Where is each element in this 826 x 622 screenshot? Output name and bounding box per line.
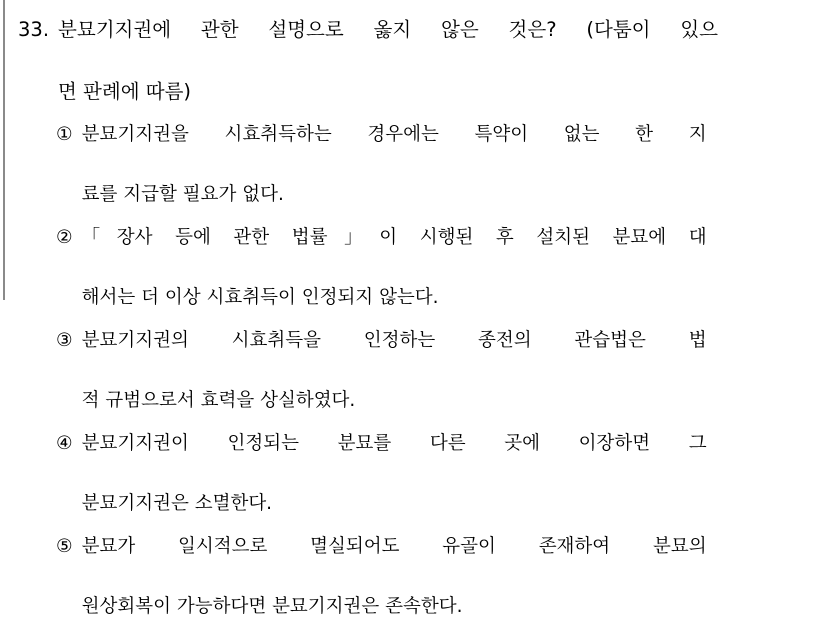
choice-4-line-1: 분묘기지권이 인정되는 분묘를 다른 곳에 이장하면 그 (81, 433, 707, 454)
question-text (58, 14, 718, 107)
question-line-2: 면 판례에 따름) (58, 80, 192, 103)
choice-5-line-2: 원상회복이 가능하다면 분묘기지권은 존속한다. (81, 596, 463, 617)
choice-2-line-2: 해서는 더 이상 시효취득이 인정되지 않는다. (81, 287, 439, 308)
question-block (18, 14, 808, 107)
choice-text-5 (82, 532, 707, 622)
choice-marker-4: ④ (56, 433, 73, 454)
choice-2-line-1: 「장사 등에 관한 법률」이 시행된 후 설치된 분묘에 대 (81, 227, 707, 248)
choice-text-2 (82, 223, 707, 313)
choice-marker-1: ① (56, 124, 73, 145)
choice-text-4 (82, 429, 707, 519)
choice-marker-2: ② (56, 227, 73, 248)
choice-1-line-1: 분묘기지권을 시효취득하는 경우에는 특약이 없는 한 지 (81, 124, 707, 145)
page-margin-rule (3, 0, 5, 300)
choice-4[interactable] (56, 429, 808, 519)
choice-list (18, 120, 808, 622)
choice-marker-5: ⑤ (56, 536, 73, 557)
choice-4-line-2: 분묘기지권은 소멸한다. (81, 493, 273, 514)
choice-1[interactable] (56, 120, 808, 210)
choice-text-1 (82, 120, 707, 210)
choice-2[interactable] (56, 223, 808, 313)
choice-text-3 (82, 326, 707, 416)
choice-5-line-1: 분묘가 일시적으로 멸실되어도 유골이 존재하여 분묘의 (81, 536, 707, 557)
choice-marker-3: ③ (56, 330, 73, 351)
choice-5[interactable] (56, 532, 808, 622)
choice-3-line-2: 적 규범으로서 효력을 상실하였다. (81, 390, 356, 411)
choice-1-line-2: 료를 지급할 필요가 없다. (81, 184, 284, 205)
choice-3[interactable] (56, 326, 808, 416)
choice-3-line-1: 분묘기지권의 시효취득을 인정하는 종전의 관습법은 법 (81, 330, 707, 351)
question-number: 33. (18, 18, 50, 41)
question-line-1: 분묘기지권에 관한 설명으로 옳지 않은 것은? (다툼이 있으 (58, 18, 719, 41)
